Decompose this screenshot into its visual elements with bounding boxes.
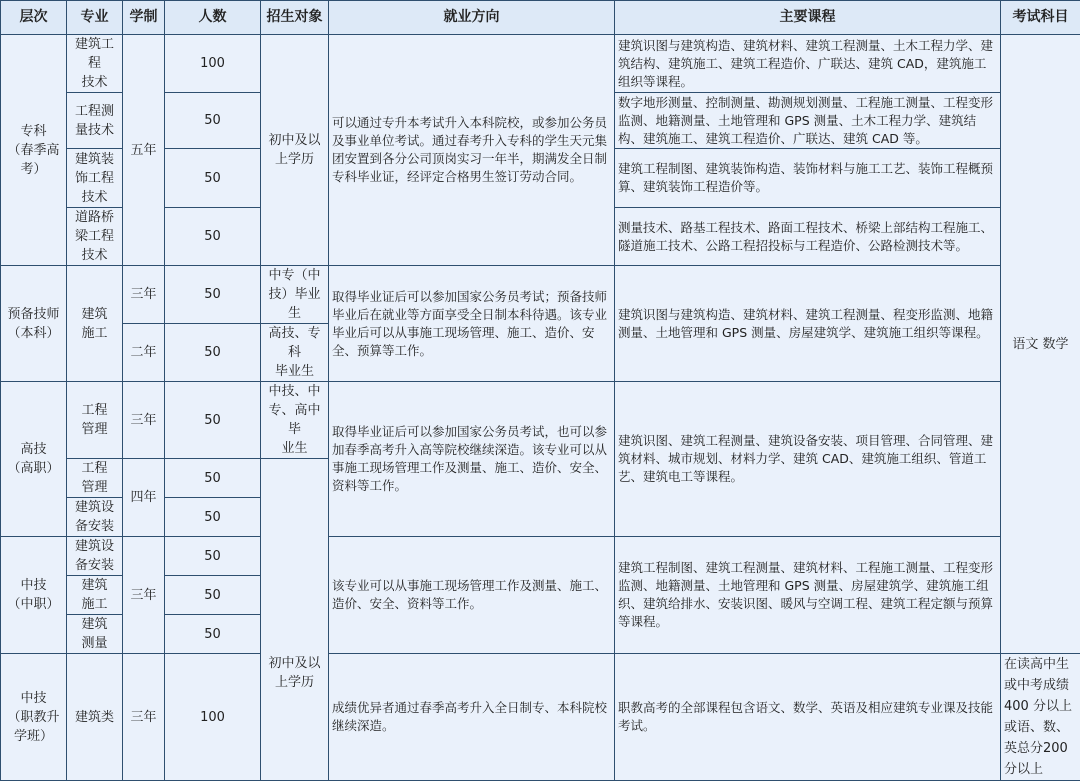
major-cell: 工程 管理 (67, 382, 123, 459)
career-cell: 取得毕业证后可以参加国家公务员考试，也可以参加春季高考升入高等院校继续深造。该专业可以从事施工现场管理工作及测量、施工、造价、安全、资料等工作。 (329, 382, 615, 537)
major-cell: 建筑 施工 (67, 266, 123, 382)
header-years: 学制 (123, 1, 165, 35)
count-cell: 50 (165, 208, 261, 266)
major-cell: 建筑 测量 (67, 615, 123, 654)
table-row (1, 35, 1080, 93)
header-major: 专业 (67, 1, 123, 35)
courses-cell: 职教高考的全部课程包含语文、数学、英语及相应建筑专业课及技能考试。 (615, 654, 1001, 781)
count-cell: 50 (165, 149, 261, 208)
years-cell: 三年 (123, 266, 165, 324)
header-target: 招生对象 (261, 1, 329, 35)
courses-cell: 建筑工程制图、建筑工程测量、建筑材料、工程施工测量、工程变形监测、地籍测量、土地管理和 GPS 测量、房屋建筑学、建筑施工组织、建筑给排水、安装识图、暖风与空调工程、建筑工程定额与预算等课程。 (615, 537, 1001, 654)
courses-cell: 建筑识图、建筑工程测量、建筑设备安装、项目管理、合同管理、建筑材料、城市规划、材料力学、建筑 CAD、建筑施工组织、管道工艺、建筑电工等课程。 (615, 382, 1001, 537)
target-cell: 高技、专科 毕业生 (261, 324, 329, 382)
major-cell: 建筑装 饰工程 技术 (67, 149, 123, 208)
level-cell: 预备技师 （本科） (1, 266, 67, 382)
count-cell: 50 (165, 615, 261, 654)
target-cell: 初中及以 上学历 (261, 35, 329, 266)
level-cell: 中技 （中职） (1, 537, 67, 654)
target-spacer (261, 459, 329, 654)
major-cell: 建筑设 备安装 (67, 498, 123, 537)
major-cell: 建筑工程 技术 (67, 35, 123, 93)
career-cell: 成绩优异者通过春季高考升入全日制专、本科院校继续深造。 (329, 654, 615, 781)
years-cell: 二年 (123, 324, 165, 382)
courses-cell: 建筑识图与建筑构造、建筑材料、建筑工程测量、土木工程力学、建筑结构、建筑施工、建筑工程造价、广联达、建筑 CAD，建筑施工组织等课程。 (615, 35, 1001, 93)
target-cell: 初中及以 上学历 (261, 654, 329, 781)
count-cell: 50 (165, 459, 261, 498)
header-row (1, 1, 1080, 35)
years-cell: 三年 (123, 382, 165, 459)
career-cell: 该专业可以从事施工现场管理工作及测量、施工、造价、安全、资料等工作。 (329, 537, 615, 654)
count-cell: 50 (165, 382, 261, 459)
courses-cell: 测量技术、路基工程技术、路面工程技术、桥梁上部结构工程施工、隧道施工技术、公路工程招投标与工程造价、公路检测技术等。 (615, 208, 1001, 266)
exam-common-cell: 语文 数学 (1001, 35, 1080, 654)
level-cell: 高技 （高职） (1, 382, 67, 537)
years-cell: 三年 (123, 537, 165, 654)
header-exam: 考试科目 (1001, 1, 1080, 35)
count-cell: 50 (165, 537, 261, 576)
major-cell: 工程 管理 (67, 459, 123, 498)
count-cell: 100 (165, 654, 261, 781)
level-cell: 专科 （春季高 考） (1, 35, 67, 266)
count-cell: 50 (165, 324, 261, 382)
count-cell: 100 (165, 35, 261, 93)
years-cell: 五年 (123, 35, 165, 266)
exam-cell: 在读高中生或中考成绩400 分以上或语、数、英总分200 分以上 (1001, 654, 1080, 781)
major-cell: 建筑 施工 (67, 576, 123, 615)
courses-cell: 建筑识图与建筑构造、建筑材料、建筑工程测量、程变形监测、地籍测量、土地管理和 GPS 测量、房屋建筑学、建筑施工组织等课程。 (615, 266, 1001, 382)
header-career: 就业方向 (329, 1, 615, 35)
count-cell: 50 (165, 576, 261, 615)
count-cell: 50 (165, 93, 261, 149)
major-cell: 工程测 量技术 (67, 93, 123, 149)
courses-cell: 数字地形测量、控制测量、勘测规划测量、工程施工测量、工程变形监测、地籍测量、土地管理和 GPS 测量、土木工程力学、建筑结构、建筑施工、建筑工程造价、广联达、建筑 CAD 等。 (615, 93, 1001, 149)
target-cell: 中专（中 技）毕业生 (261, 266, 329, 324)
count-cell: 50 (165, 498, 261, 537)
major-cell: 道路桥 梁工程 技术 (67, 208, 123, 266)
career-cell: 可以通过专升本考试升入本科院校，或参加公务员及事业单位考试。通过春考升入专科的学生天元集团安置到各分公司顶岗实习一年半，期满发全日制专科毕业证，经评定合格男生签订劳动合同。 (329, 35, 615, 266)
years-cell: 四年 (123, 459, 165, 537)
header-courses: 主要课程 (615, 1, 1001, 35)
table-row (1, 382, 1080, 459)
major-cell: 建筑设 备安装 (67, 537, 123, 576)
table-row (1, 537, 1080, 576)
header-level: 层次 (1, 1, 67, 35)
level-cell: 中技 （职教升 学班） (1, 654, 67, 781)
years-cell: 三年 (123, 654, 165, 781)
career-cell: 取得毕业证后可以参加国家公务员考试；预备技师毕业后在就业等方面享受全日制本科待遇。该专业毕业后可以从事施工现场管理、施工、造价、安全、预算等工作。 (329, 266, 615, 382)
target-cell: 中技、中 专、高中毕 业生 (261, 382, 329, 459)
table-row (1, 266, 1080, 324)
header-count: 人数 (165, 1, 261, 35)
major-cell: 建筑类 (67, 654, 123, 781)
count-cell: 50 (165, 266, 261, 324)
courses-cell: 建筑工程制图、建筑装饰构造、装饰材料与施工工艺、装饰工程概预算、建筑装饰工程造价等。 (615, 149, 1001, 208)
table-row (1, 654, 1080, 781)
